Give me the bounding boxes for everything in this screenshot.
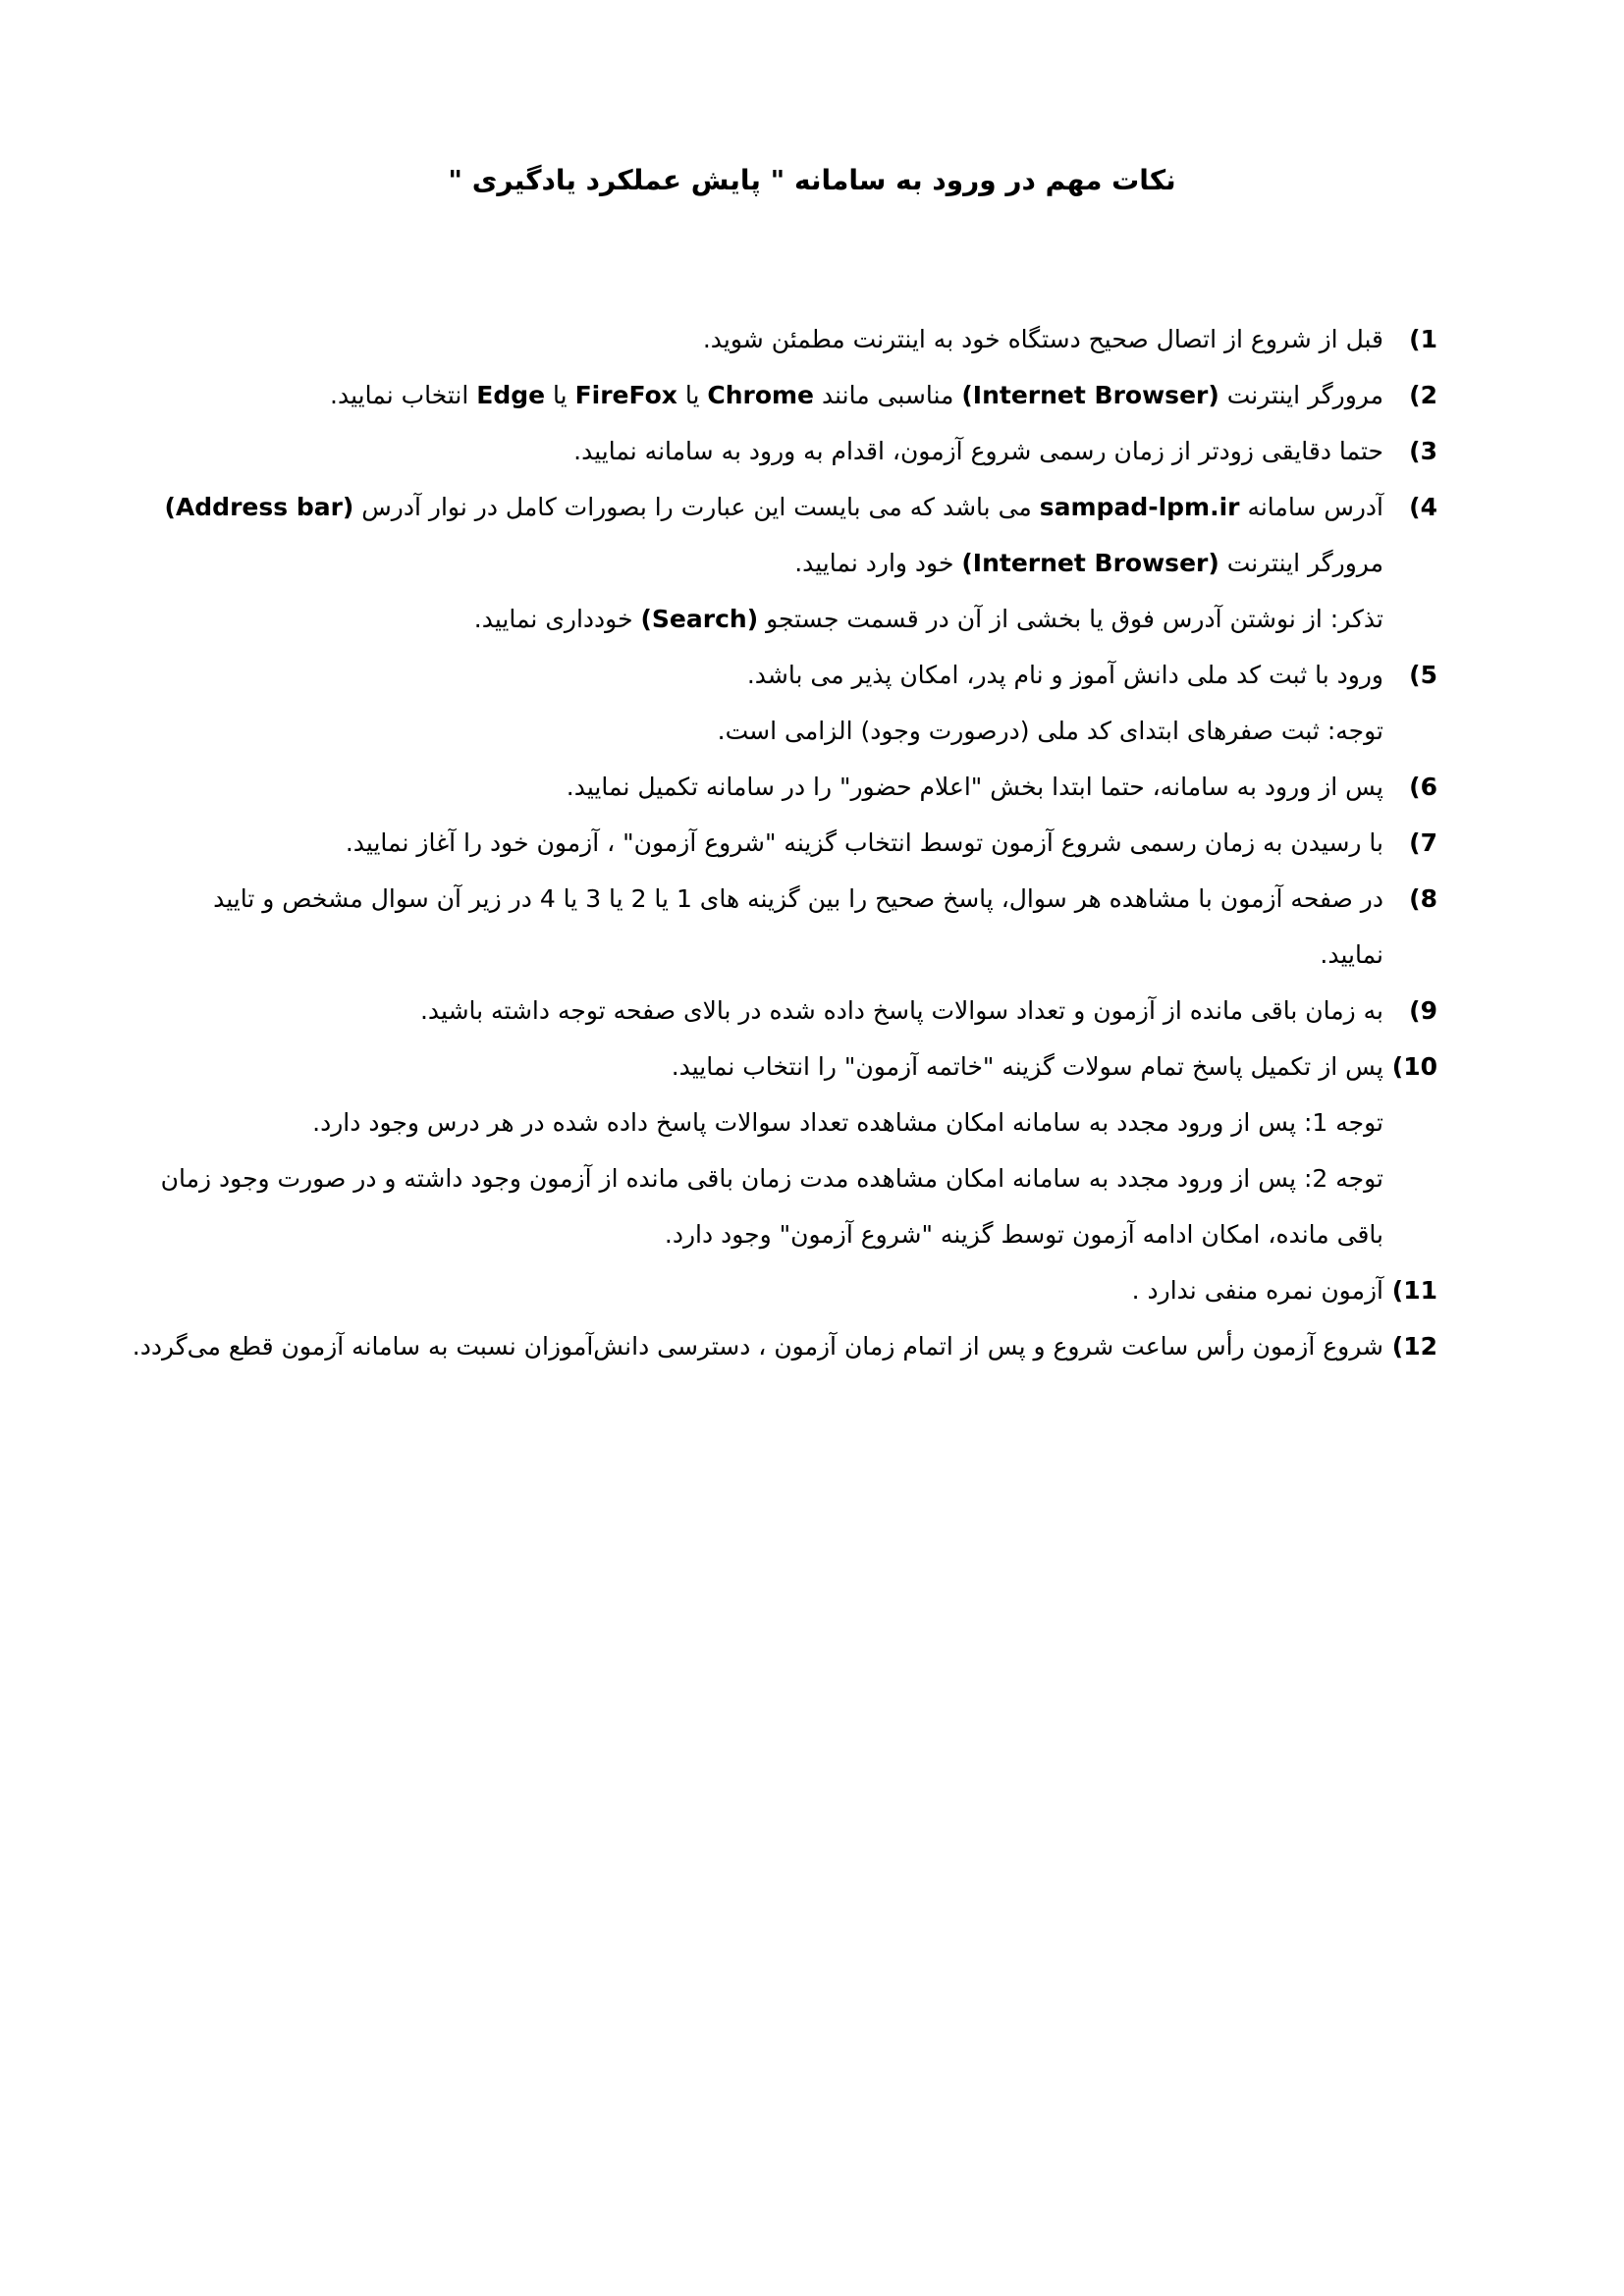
item-note-continued: باقی مانده، امکان ادامه آزمون توسط گزینه "شروع آزمون" وجود دارد. [664, 1220, 1383, 1249]
text-segment: یا [545, 381, 575, 409]
browser-edge: Edge [476, 381, 546, 409]
search-term: (Search) [640, 605, 759, 633]
item-number: 1 ) [1398, 320, 1437, 359]
site-address: sampad-lpm.ir [1039, 493, 1240, 521]
item-reminder [474, 600, 1383, 639]
item-number: 2 ) [1398, 376, 1437, 415]
browser-term: (Internet Browser) [961, 549, 1219, 577]
text-segment: مناسبی مانند [814, 381, 962, 409]
text-segment: خود وارد نمایید. [794, 549, 962, 577]
item-number: 10 ) [1398, 1047, 1437, 1087]
item-text: به زمان باقی مانده از آزمون و تعداد سوالات پاسخ داده شده در بالای صفحه توجه داشته باشید. [419, 996, 1383, 1025]
text-segment: آدرس سامانه [1239, 493, 1383, 521]
item-text: پس از ورود به سامانه، حتما ابتدا بخش "اعلام حضور" را در سامانه تکمیل نمایید. [566, 773, 1383, 801]
item-note: توجه 2: پس از ورود مجدد به سامانه امکان مشاهده مدت زمان باقی مانده از آزمون وجود داشته و در صورت وجود زمان [160, 1164, 1383, 1193]
text-segment: انتخاب نمایید. [330, 381, 477, 409]
item-number: 7 ) [1398, 824, 1437, 863]
item-text: در صفحه آزمون با مشاهده هر سوال، پاسخ صحیح را بین گزینه های 1 یا 2 یا 3 یا 4 در زیر آن سوال مشخص و تایید [213, 884, 1383, 913]
browser-term: (Internet Browser) [961, 381, 1219, 409]
item-text-continued [794, 544, 1383, 583]
item-number: 12 ) [1398, 1327, 1437, 1366]
item-number: 4 ) [1398, 488, 1437, 527]
item-text: حتما دقایقی زودتر از زمان رسمی شروع آزمون، اقدام به ورود به سامانه نمایید. [573, 437, 1383, 465]
browser-chrome: Chrome [707, 381, 814, 409]
item-text: ورود با ثبت کد ملی دانش آموز و نام پدر، امکان پذیر می باشد. [746, 661, 1383, 689]
page-title: نکات مهم در ورود به سامانه " پایش عملکرد یادگیری " [448, 164, 1176, 196]
item-number: 9 ) [1398, 991, 1437, 1031]
item-number: 3 ) [1398, 432, 1437, 471]
item-number: 11 ) [1398, 1271, 1437, 1310]
text-segment: یا [677, 381, 708, 409]
text-segment: مرورگر اینترنت [1218, 549, 1383, 577]
item-note: توجه 1: پس از ورود مجدد به سامانه امکان مشاهده تعداد سوالات پاسخ داده شده در هر درس وجود دارد. [312, 1108, 1383, 1137]
item-text-continued: نمایید. [1320, 940, 1383, 969]
text-segment: خودداری نمایید. [473, 605, 641, 633]
item-text: آزمون نمره منفی ندارد . [1131, 1276, 1383, 1305]
text-segment: تذکر: از نوشتن آدرس فوق یا بخشی از آن در قسمت جستجو [758, 605, 1383, 633]
item-number: 5 ) [1398, 656, 1437, 695]
item-text [165, 488, 1384, 527]
item-number: 6 ) [1398, 768, 1437, 807]
item-number: 8 ) [1398, 880, 1437, 919]
item-text: پس از تکمیل پاسخ تمام سولات گزینه "خاتمه آزمون" را انتخاب نمایید. [671, 1052, 1383, 1081]
browser-firefox: FireFox [574, 381, 677, 409]
address-bar-term: (Address bar) [164, 493, 354, 521]
item-note: توجه: ثبت صفرهای ابتدای کد ملی (درصورت وجود) الزامی است. [717, 717, 1383, 745]
item-text: با رسیدن به زمان رسمی شروع آزمون توسط انتخاب گزینه "شروع آزمون" ، آزمون خود را آغاز نمایید. [345, 828, 1383, 857]
item-text [330, 376, 1383, 415]
text-segment: مرورگر اینترنت [1218, 381, 1383, 409]
item-text: شروع آزمون رأس ساعت شروع و پس از اتمام زمان آزمون ، دسترسی دانش‌آموزان نسبت به سامانه آزمون قطع می‌گردد. [132, 1332, 1383, 1361]
item-text: قبل از شروع از اتصال صحیح دستگاه خود به اینترنت مطمئن شوید. [702, 325, 1383, 353]
text-segment: می باشد که می بایست این عبارت را بصورات کامل در نوار آدرس [353, 493, 1040, 521]
